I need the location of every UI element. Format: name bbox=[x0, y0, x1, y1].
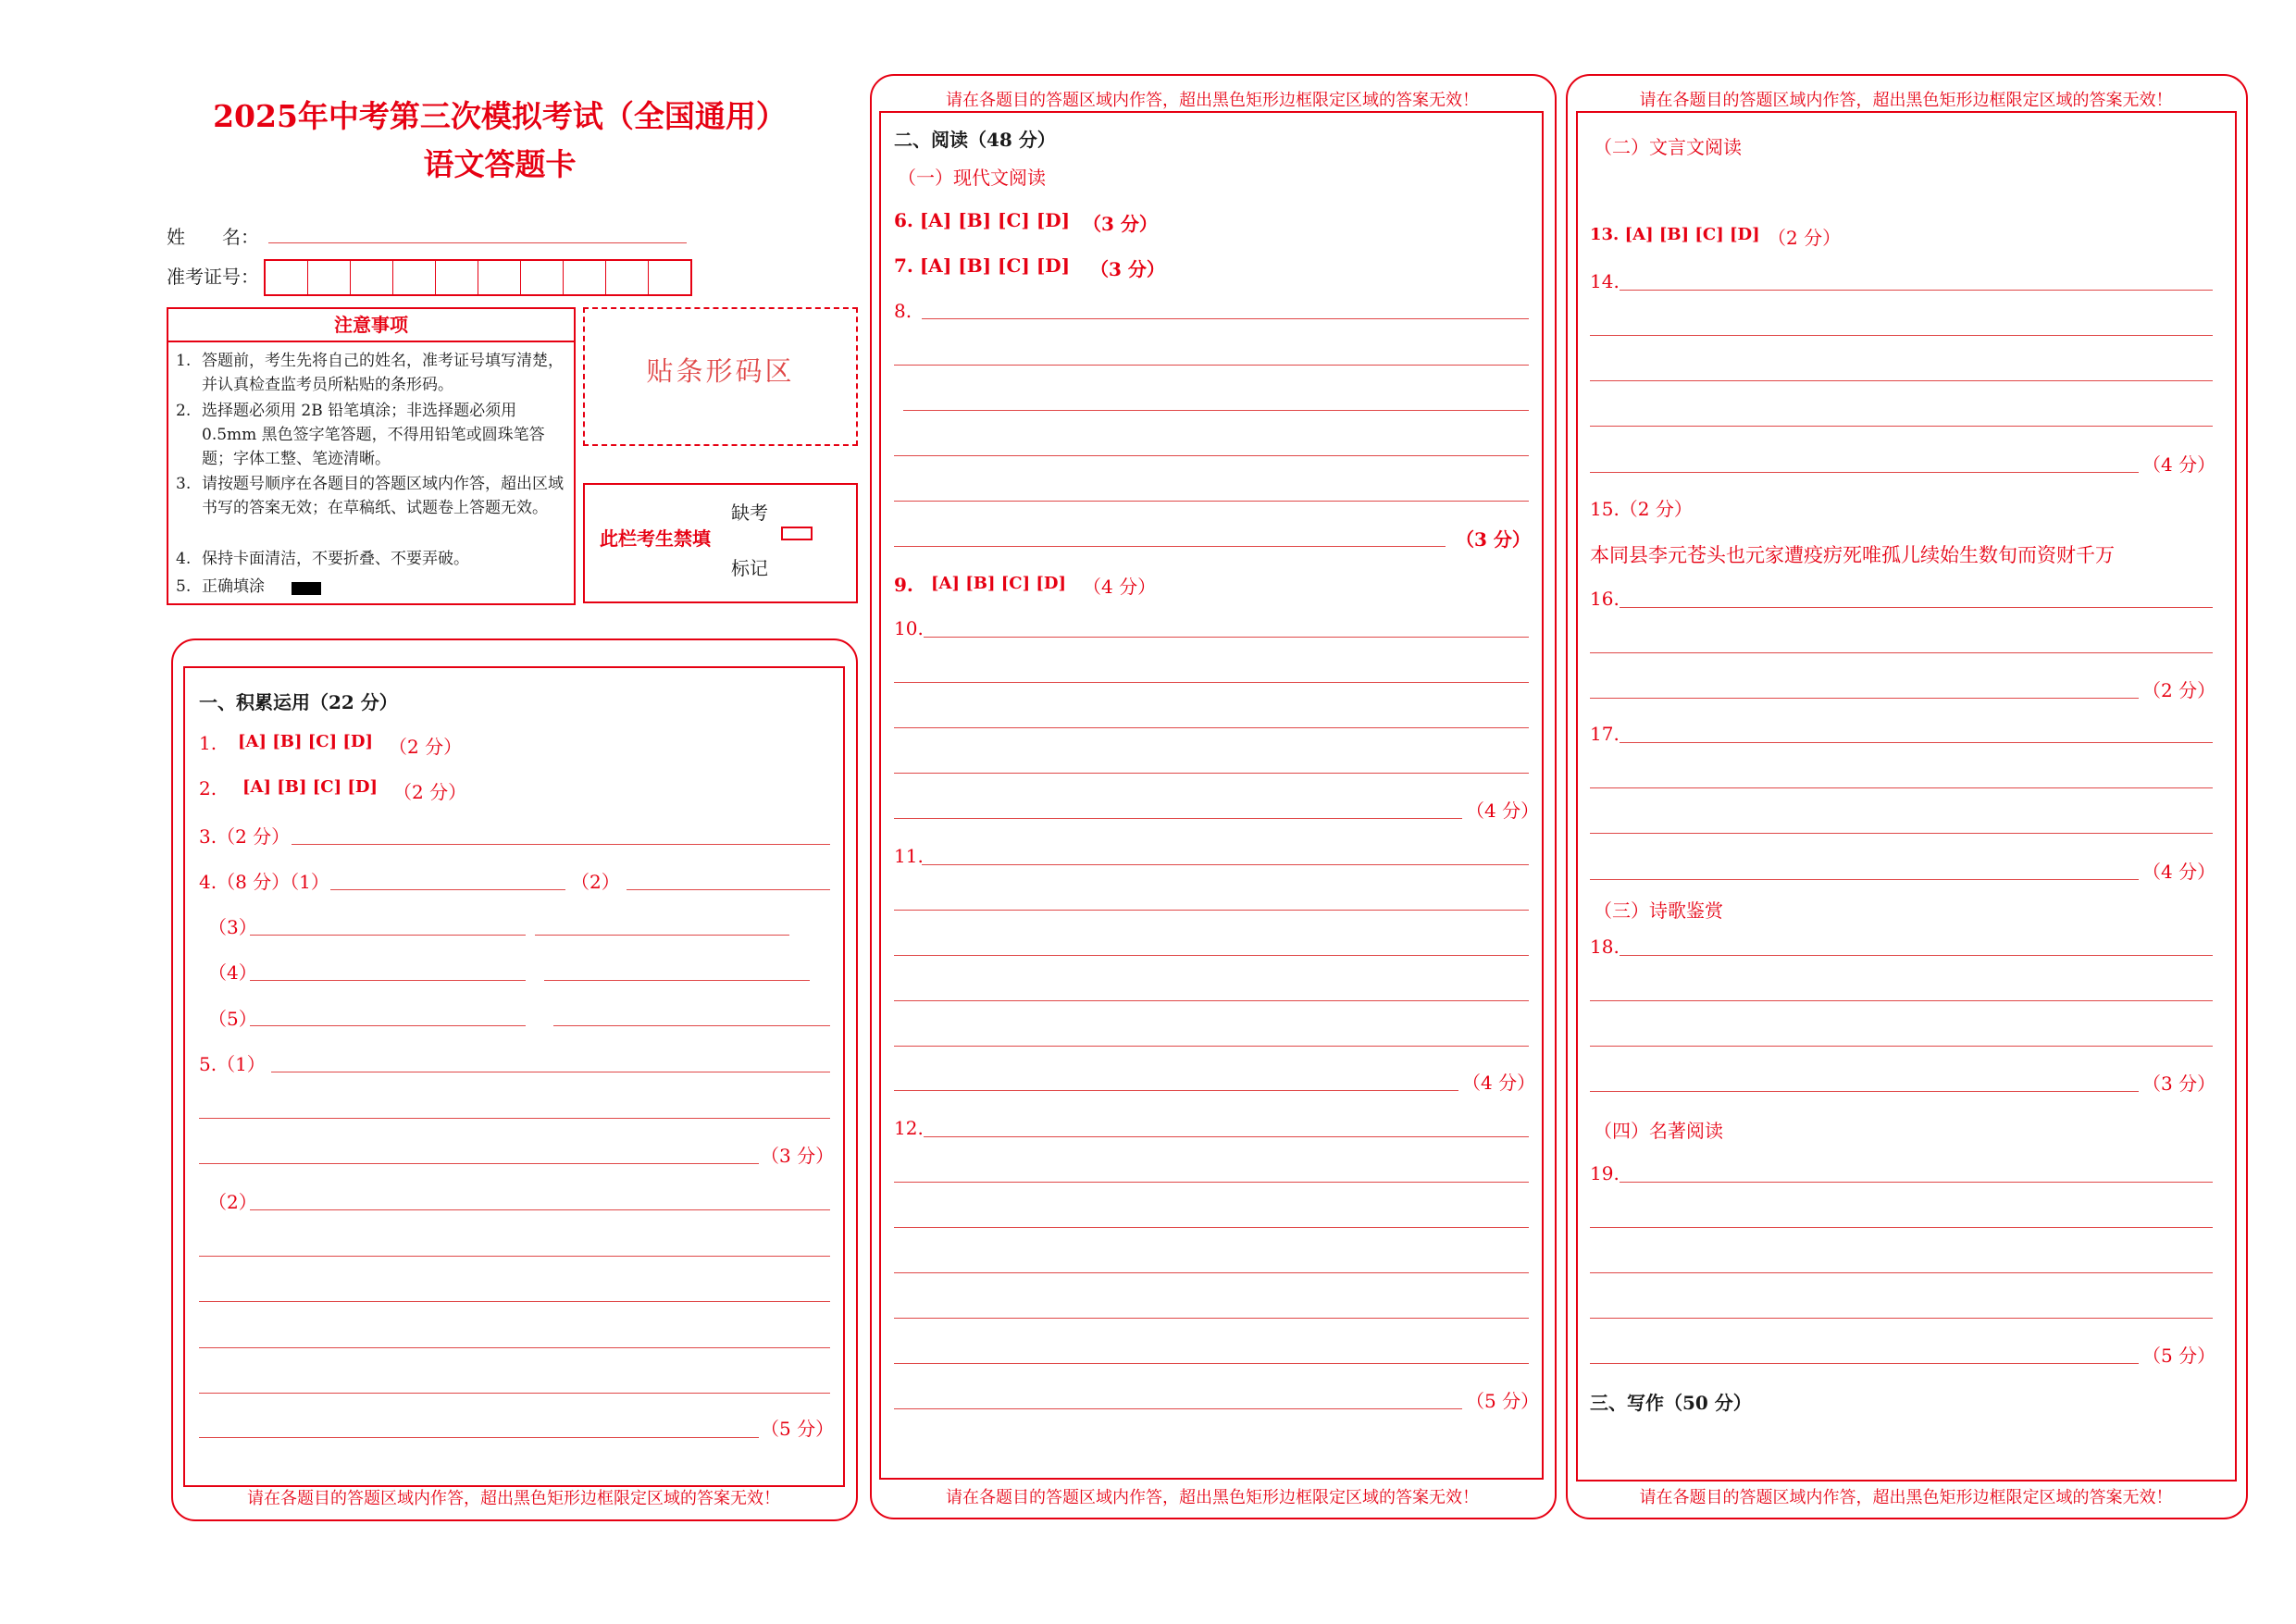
page-title: 2025年中考第三次模拟考试（全国通用） bbox=[213, 98, 787, 134]
q7-score: （3 分） bbox=[1090, 258, 1165, 280]
q19-answer-line[interactable] bbox=[1590, 1227, 2213, 1228]
q19-label: 19. bbox=[1590, 1162, 1620, 1184]
notice-heading: 注意事项 bbox=[168, 309, 574, 342]
q10-answer-line[interactable] bbox=[894, 818, 1462, 819]
q6-score: （3 分） bbox=[1083, 213, 1158, 235]
q4-3-answer-line-a[interactable] bbox=[250, 935, 526, 936]
q12-answer-line[interactable] bbox=[894, 1363, 1529, 1364]
q18-answer-line[interactable] bbox=[1620, 955, 2213, 956]
q4-4-answer-line-b[interactable] bbox=[544, 980, 810, 981]
q9-score: （4 分） bbox=[1083, 576, 1157, 598]
q12-answer-line[interactable] bbox=[894, 1318, 1529, 1319]
q14-score: （4 分） bbox=[2142, 453, 2216, 476]
q2-score: （2 分） bbox=[393, 781, 467, 803]
q10-answer-line[interactable] bbox=[894, 727, 1529, 728]
q14-answer-line[interactable] bbox=[1590, 426, 2213, 427]
q4-5-answer-line-a[interactable] bbox=[250, 1025, 526, 1026]
q12-answer-line[interactable] bbox=[894, 1408, 1462, 1409]
absent-checkbox[interactable] bbox=[781, 527, 813, 540]
poetry-subtitle: （三）诗歌鉴赏 bbox=[1594, 899, 1723, 922]
q10-answer-line[interactable] bbox=[924, 637, 1529, 638]
q18-label: 18. bbox=[1590, 936, 1620, 958]
q5-1-score: （3 分） bbox=[761, 1145, 835, 1167]
q11-answer-line[interactable] bbox=[894, 1046, 1529, 1047]
notice-num-4: 4. bbox=[176, 550, 192, 568]
absent-line2: 标记 bbox=[731, 557, 768, 579]
q14-answer-line[interactable] bbox=[1590, 335, 2213, 336]
q6-options[interactable]: 6. [A] [B] [C] [D] bbox=[894, 209, 1071, 231]
q4-3-answer-line-b[interactable] bbox=[535, 935, 789, 936]
notice-text-1: 答题前，考生先将自己的姓名，准考证号填写清楚，并认真检查监考员所粘贴的条形码。 bbox=[202, 352, 564, 394]
q5-1-label: 5.（1） bbox=[199, 1053, 266, 1075]
q4-4-label: （4） bbox=[208, 961, 257, 984]
q5-2-answer-line[interactable] bbox=[199, 1347, 830, 1348]
section3-answer-box bbox=[1576, 111, 2237, 1481]
q14-answer-line[interactable] bbox=[1620, 290, 2213, 291]
q17-score: （4 分） bbox=[2142, 861, 2216, 883]
modern-reading-subtitle: （一）现代文阅读 bbox=[898, 167, 1046, 189]
section1-warning: 请在各题目的答题区域内作答，超出黑色矩形边框限定区域的答案无效！ bbox=[247, 1489, 780, 1508]
q5-2-answer-line[interactable] bbox=[250, 1209, 830, 1210]
q8-answer-line[interactable] bbox=[903, 410, 1529, 411]
q10-label: 10. bbox=[894, 617, 924, 639]
section1-title: 一、积累运用（22 分） bbox=[199, 691, 398, 713]
q18-answer-line[interactable] bbox=[1590, 1000, 2213, 1001]
q19-answer-line[interactable] bbox=[1620, 1182, 2213, 1183]
q8-answer-line[interactable] bbox=[894, 546, 1446, 547]
q13-score: （2 分） bbox=[1768, 227, 1842, 249]
q4-2-label: （2） bbox=[571, 871, 620, 893]
section2-answer-box bbox=[879, 111, 1544, 1480]
notice-text-4: 保持卡面清洁，不要折叠、不要弄破。 bbox=[202, 550, 469, 568]
q7-options[interactable]: 7. [A] [B] [C] [D] bbox=[894, 254, 1071, 277]
q4-5-label: （5） bbox=[208, 1008, 257, 1030]
q16-label: 16. bbox=[1590, 588, 1620, 610]
q10-answer-line[interactable] bbox=[894, 682, 1529, 683]
q17-answer-line[interactable] bbox=[1590, 833, 2213, 834]
q8-answer-line[interactable] bbox=[894, 365, 1529, 366]
q12-answer-line[interactable] bbox=[924, 1136, 1529, 1137]
q4-2-answer-line[interactable] bbox=[627, 889, 830, 890]
q9-options[interactable]: [A] [B] [C] [D] bbox=[931, 574, 1067, 593]
q1-options[interactable]: [A] [B] [C] [D] bbox=[238, 732, 374, 751]
q10-score: （4 分） bbox=[1466, 800, 1540, 822]
q11-answer-line[interactable] bbox=[894, 1000, 1529, 1001]
name-field[interactable] bbox=[268, 242, 687, 243]
q5-2-label: （2） bbox=[208, 1191, 257, 1213]
q8-answer-line[interactable] bbox=[894, 455, 1529, 456]
q9-num: 9. bbox=[894, 574, 913, 596]
q2-num: 2. bbox=[199, 777, 217, 800]
q4-5-answer-line-b[interactable] bbox=[553, 1025, 830, 1026]
notice-box bbox=[167, 307, 576, 605]
q15-label: 15.（2 分） bbox=[1590, 498, 1693, 520]
q19-answer-line[interactable] bbox=[1590, 1363, 2139, 1364]
barcode-area bbox=[583, 307, 858, 446]
q18-answer-line[interactable] bbox=[1590, 1046, 2213, 1047]
q12-answer-line[interactable] bbox=[894, 1182, 1529, 1183]
q4-label: 4.（8 分）（1） bbox=[199, 871, 329, 893]
q10-answer-line[interactable] bbox=[894, 773, 1529, 774]
q8-answer-line[interactable] bbox=[894, 501, 1529, 502]
q17-label: 17. bbox=[1590, 723, 1620, 745]
q5-2-answer-line[interactable] bbox=[199, 1437, 759, 1438]
q14-answer-line[interactable] bbox=[1590, 380, 2213, 381]
q17-answer-line[interactable] bbox=[1590, 879, 2139, 880]
q14-answer-line[interactable] bbox=[1590, 472, 2139, 473]
q1-score: （2 分） bbox=[389, 736, 463, 758]
notice-text-3: 请按题号顺序在各题目的答题区域内作答，超出区域书写的答案无效；在草稿纸、试题卷上答题无效。 bbox=[202, 475, 564, 517]
notice-text-2: 选择题必须用 2B 铅笔填涂；非选择题必须用 0.5mm 黑色签字笔答题，不得用铅笔或圆珠笔答题；字体工整、笔迹清晰。 bbox=[202, 402, 545, 468]
section3-bottom-warning: 请在各题目的答题区域内作答，超出黑色矩形边框限定区域的答案无效！ bbox=[1639, 1488, 2173, 1507]
q12-label: 12. bbox=[894, 1117, 924, 1139]
absent-box bbox=[583, 483, 858, 603]
id-number-grid[interactable] bbox=[264, 259, 692, 296]
q4-3-label: （3） bbox=[208, 916, 257, 938]
q16-score: （2 分） bbox=[2142, 679, 2216, 701]
q17-answer-line[interactable] bbox=[1590, 787, 2213, 788]
section3-top-warning: 请在各题目的答题区域内作答，超出黑色矩形边框限定区域的答案无效！ bbox=[1639, 91, 2173, 110]
q5-2-answer-line[interactable] bbox=[199, 1393, 830, 1394]
q11-answer-line[interactable] bbox=[894, 1090, 1458, 1091]
q19-answer-line[interactable] bbox=[1590, 1318, 2213, 1319]
q11-score: （4 分） bbox=[1462, 1072, 1536, 1094]
q12-answer-line[interactable] bbox=[894, 1272, 1529, 1273]
barcode-label: 贴条形码区 bbox=[646, 355, 795, 387]
q11-answer-line[interactable] bbox=[894, 955, 1529, 956]
q11-answer-line[interactable] bbox=[922, 864, 1529, 865]
q5-2-answer-line[interactable] bbox=[199, 1256, 830, 1257]
notice-num-5: 5. bbox=[176, 577, 192, 596]
q17-answer-line[interactable] bbox=[1620, 742, 2213, 743]
id-label: 准考证号： bbox=[167, 266, 259, 288]
q5-1-answer-line[interactable] bbox=[199, 1163, 759, 1164]
q12-score: （5 分） bbox=[1466, 1390, 1540, 1412]
section2-bottom-warning: 请在各题目的答题区域内作答，超出黑色矩形边框限定区域的答案无效！ bbox=[946, 1488, 1479, 1507]
section2-title: 二、阅读（48 分） bbox=[894, 129, 1056, 151]
section2-top-warning: 请在各题目的答题区域内作答，超出黑色矩形边框限定区域的答案无效！ bbox=[946, 91, 1479, 110]
q8-label: 8. bbox=[894, 300, 912, 322]
q12-answer-line[interactable] bbox=[894, 1227, 1529, 1228]
absent-line1: 缺考 bbox=[731, 502, 768, 524]
writing-section-title: 三、写作（50 分） bbox=[1590, 1392, 1752, 1414]
q5-1-answer-line[interactable] bbox=[199, 1118, 830, 1119]
notice-num-2: 2. bbox=[176, 402, 192, 420]
q18-answer-line[interactable] bbox=[1590, 1091, 2139, 1092]
q16-answer-line[interactable] bbox=[1590, 652, 2213, 653]
q3-answer-line[interactable] bbox=[292, 844, 830, 845]
q8-answer-line[interactable] bbox=[922, 318, 1529, 319]
q11-label: 11. bbox=[894, 845, 924, 867]
absent-label: 此栏考生禁填 bbox=[600, 527, 711, 550]
q4-4-answer-line-a[interactable] bbox=[250, 980, 526, 981]
q13-options[interactable]: 13. [A] [B] [C] [D] bbox=[1590, 225, 1760, 244]
q3-label: 3.（2 分） bbox=[199, 825, 291, 848]
q19-score: （5 分） bbox=[2142, 1345, 2216, 1367]
q8-score: （3 分） bbox=[1456, 528, 1531, 551]
q15-sentence[interactable]: 本同县李元苍头也元家遭疫疠死唯孤儿续始生数旬而资财千万 bbox=[1590, 544, 2115, 566]
page-subtitle: 语文答题卡 bbox=[423, 146, 577, 182]
classics-reading-subtitle: （四）名著阅读 bbox=[1594, 1120, 1723, 1142]
q16-answer-line[interactable] bbox=[1620, 607, 2213, 608]
q14-label: 14. bbox=[1590, 270, 1620, 292]
notice-text-5: 正确填涂 bbox=[202, 577, 265, 596]
q16-answer-line[interactable] bbox=[1590, 698, 2139, 699]
q11-answer-line[interactable] bbox=[894, 910, 1529, 911]
q1-num: 1. bbox=[199, 732, 217, 754]
q18-score: （3 分） bbox=[2142, 1072, 2216, 1095]
filled-bubble-example bbox=[292, 582, 321, 595]
name-label: 姓 名： bbox=[167, 226, 259, 248]
q19-answer-line[interactable] bbox=[1590, 1272, 2213, 1273]
notice-num-3: 3. bbox=[176, 475, 192, 493]
notice-num-1: 1. bbox=[176, 352, 192, 370]
q4-1-answer-line[interactable] bbox=[330, 889, 565, 890]
q2-options[interactable]: [A] [B] [C] [D] bbox=[242, 777, 379, 797]
q5-2-answer-line[interactable] bbox=[199, 1301, 830, 1302]
q5-2-score: （5 分） bbox=[761, 1418, 835, 1440]
classical-reading-subtitle: （二）文言文阅读 bbox=[1594, 136, 1742, 158]
